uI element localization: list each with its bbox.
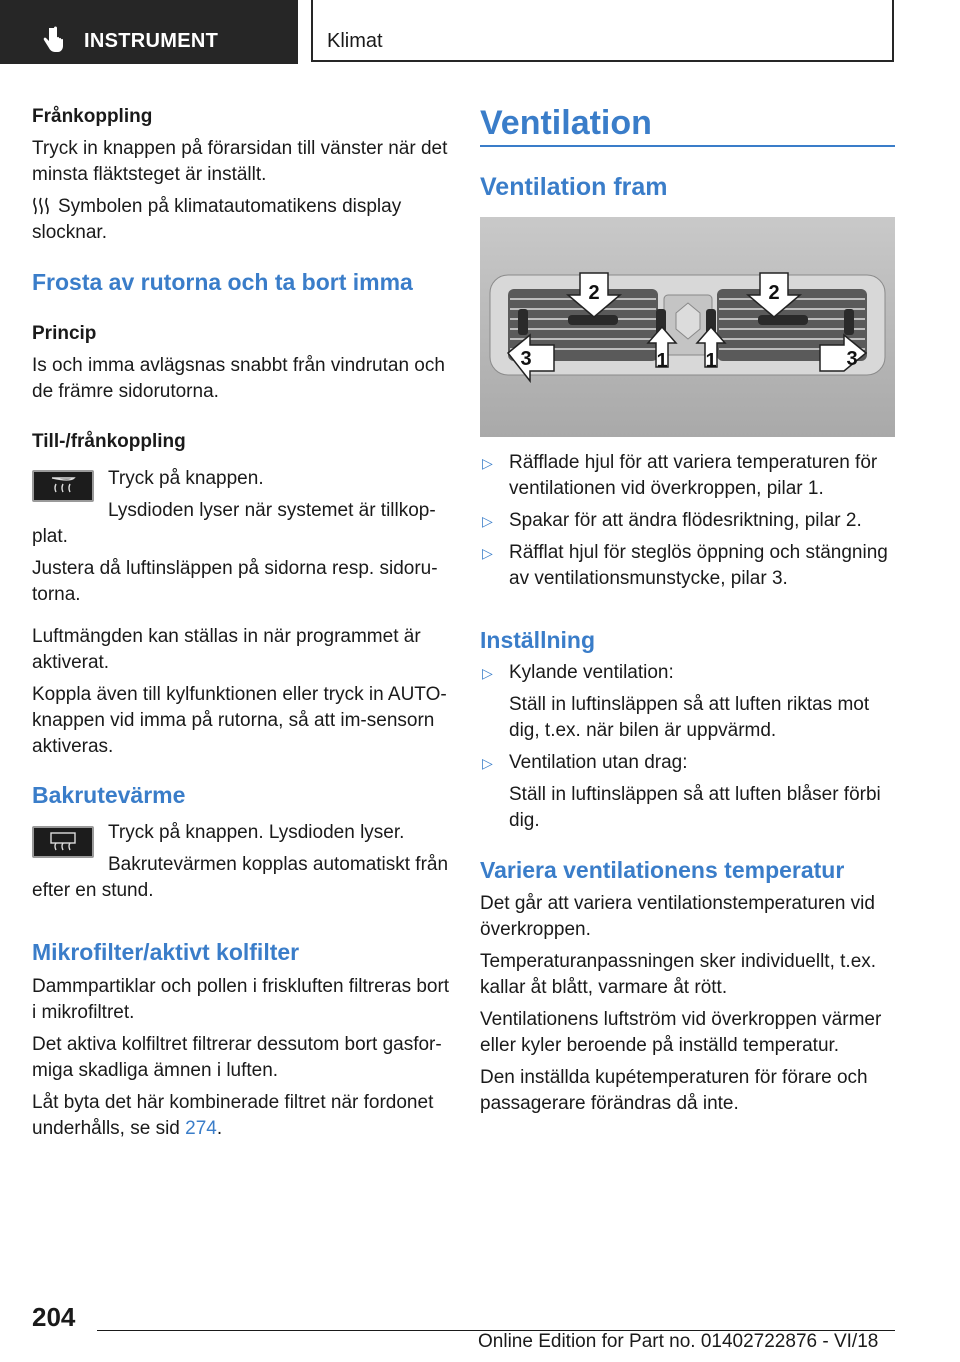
frankoppling-title: Frånkoppling bbox=[32, 106, 153, 127]
bullet-triangle-icon: ▷ bbox=[482, 665, 493, 681]
heading-rule bbox=[480, 145, 895, 147]
aktiva-text: Det aktiva kolfiltret filtrerar dessutom bort gasfor-miga skadliga ämnen i luften. bbox=[32, 1034, 442, 1081]
frankoppling-text: Tryck in knappen på förarsidan till vänster när det minsta fläktsteget är inställt. bbox=[32, 138, 448, 185]
symbol-text: Symbolen på klimatautomatikens display slocknar. bbox=[32, 196, 402, 243]
bullet-triangle-icon: ▷ bbox=[482, 545, 493, 561]
variera-heading: Variera ventilationens temperatur bbox=[480, 857, 845, 883]
bullet-triangle-icon: ▷ bbox=[482, 455, 493, 471]
princip-title: Princip bbox=[32, 323, 97, 344]
tryck-text: Tryck på knappen. bbox=[108, 468, 264, 489]
variera-text-2: Temperaturanpassningen sker individuellt, t.ex. kallar åt blått, varmare åt rött. bbox=[480, 951, 877, 998]
list-item: Räfflade hjul för att variera temperaturen för ventilationen vid överkroppen, pilar 1. bbox=[509, 452, 878, 499]
vent-photo bbox=[480, 217, 895, 437]
arrow-label-2a: 2 bbox=[588, 282, 600, 304]
bullet-triangle-icon: ▷ bbox=[482, 513, 493, 529]
variera-text-1: Det går att variera ventilationstemperaturen vid överkroppen. bbox=[480, 893, 875, 940]
vent-illustration bbox=[480, 217, 895, 437]
bullet-triangle-icon: ▷ bbox=[482, 755, 493, 771]
bakrute-text: Bakrutevärmen kopplas automatiskt från efter en stund. bbox=[32, 854, 449, 901]
edition-text: Online Edition for Part no. 01402722876 - VI/18 bbox=[478, 1331, 879, 1352]
bakrute-heading: Bakrutevärme bbox=[32, 782, 186, 808]
chapter-title: Klimat bbox=[327, 30, 383, 52]
installning-heading: Inställning bbox=[480, 627, 595, 653]
ventilation-heading: Ventilation bbox=[480, 104, 652, 142]
list-item-detail: Ställ in luftinsläppen så att luften riktas mot dig, t.ex. när bilen är uppvärmd. bbox=[509, 694, 870, 741]
chapter-tab bbox=[311, 0, 894, 62]
defrost-icon bbox=[34, 472, 92, 500]
bakrute-tryck: Tryck på knappen. Lysdioden lyser. bbox=[108, 822, 405, 843]
list-item: Spakar för att ändra flödesriktning, pilar 2. bbox=[509, 510, 862, 531]
hand-pointer-icon bbox=[40, 26, 64, 54]
arrow-label-1b: 1 bbox=[705, 350, 717, 372]
list-item: Ventilation utan drag: bbox=[509, 752, 688, 773]
variera-text-3: Ventilationens luftström vid överkroppen värmer eller kyler beroende på inställd temperatur. bbox=[480, 1009, 882, 1056]
arrow-label-3a: 3 bbox=[520, 348, 532, 370]
list-item-detail: Ställ in luftinsläppen så att luften blåser förbi dig. bbox=[509, 784, 881, 831]
koppla-text: Koppla även till kylfunktionen eller tryck in AUTO-knappen vid imma på rutorna, så att im-sensorn aktiveras. bbox=[32, 684, 447, 757]
luftmangd-text: Luftmängden kan ställas in när programmet är aktiverat. bbox=[32, 626, 421, 673]
mikro-heading: Mikrofilter/aktivt kolfilter bbox=[32, 939, 300, 965]
frosta-heading: Frosta av rutorna och ta bort imma bbox=[32, 269, 413, 295]
justera-text: Justera då luftinsläppen på sidorna resp. sidoru-torna. bbox=[32, 558, 438, 605]
arrow-label-2b: 2 bbox=[768, 282, 780, 304]
list-item: Kylande ventilation: bbox=[509, 662, 674, 683]
princip-text: Is och imma avlägsnas snabbt från vindrutan och de främre sidorutorna. bbox=[32, 355, 445, 402]
section-title: INSTRUMENT bbox=[84, 30, 219, 52]
lat-text: Låt byta det här kombinerade filtret när fordonet underhålls, se sid 274. bbox=[32, 1092, 434, 1139]
section-tab bbox=[0, 0, 298, 64]
page-number: 204 bbox=[32, 1302, 76, 1332]
ventilation-fram-heading: Ventilation fram bbox=[480, 173, 668, 201]
list-item: Räfflat hjul för steglös öppning och stängning av ventilationsmunstycke, pilar 3. bbox=[509, 542, 888, 589]
lysdiod-text: Lysdioden lyser när systemet är tillkop-plat. bbox=[32, 500, 436, 547]
variera-text-4: Den inställda kupétemperaturen för förare och passagerare förändras då inte. bbox=[480, 1067, 868, 1114]
arrow-label-3b: 3 bbox=[846, 348, 858, 370]
page-link[interactable]: 274 bbox=[185, 1118, 217, 1139]
mikro-text: Dammpartiklar och pollen i friskluften filtreras bort i mikrofiltret. bbox=[32, 976, 450, 1023]
tillfran-title: Till-/frånkoppling bbox=[32, 431, 186, 452]
arrow-label-1a: 1 bbox=[656, 350, 668, 372]
